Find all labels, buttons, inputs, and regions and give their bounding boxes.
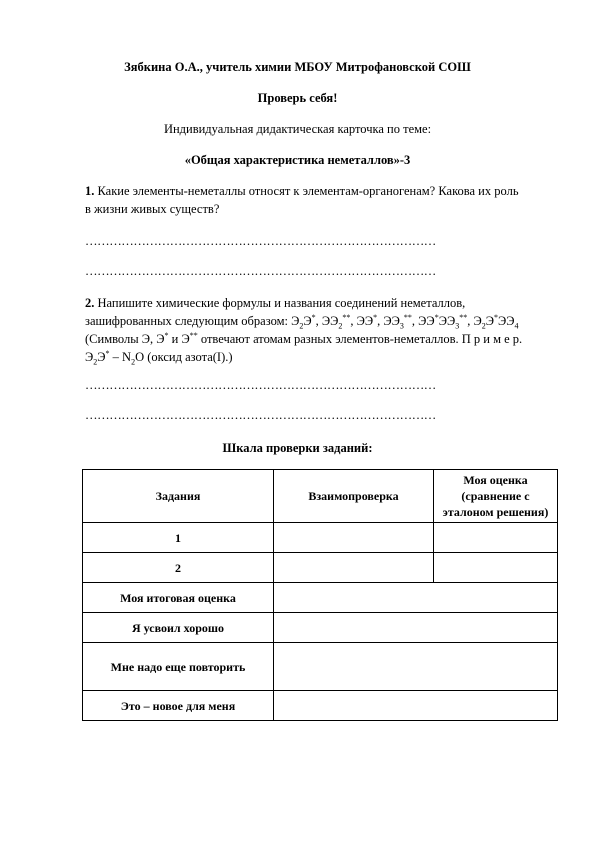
check-title: Проверь себя! xyxy=(257,91,338,105)
author-line: Зябкина О.А., учитель химии МБОУ Митрофановской СОШ xyxy=(124,60,471,74)
task-1-answer-line-2[interactable]: …………………………………………………………………………… xyxy=(85,264,436,278)
header-peer-review: Взаимопроверка xyxy=(274,470,434,523)
summary-row xyxy=(83,583,558,613)
summary-value-cell[interactable] xyxy=(274,613,558,643)
score-table xyxy=(82,469,558,721)
table-row xyxy=(83,523,558,553)
summary-label: Это – новое для меня xyxy=(83,691,274,721)
summary-row xyxy=(83,691,558,721)
summary-label: Я усвоил хорошо xyxy=(83,613,274,643)
self-assessment-cell[interactable] xyxy=(434,523,558,553)
task-2-text: Напишите химические формулы и названия соединений неметаллов, зашифрованных следующим образом: Э xyxy=(85,296,466,328)
summary-value-cell[interactable] xyxy=(274,643,558,691)
scale-title: Шкала проверки заданий: xyxy=(222,441,373,455)
peer-review-cell[interactable] xyxy=(274,523,434,553)
summary-row xyxy=(83,643,558,691)
self-assessment-cell[interactable] xyxy=(434,553,558,583)
task-cell: 2 xyxy=(83,553,274,583)
task-2-answer-line-2[interactable]: …………………………………………………………………………… xyxy=(85,408,436,422)
peer-review-cell[interactable] xyxy=(274,553,434,583)
summary-value-cell[interactable] xyxy=(274,691,558,721)
header-self-assessment: Моя оценка (сравнение с эталоном решения) xyxy=(434,470,558,523)
header-tasks: Задания xyxy=(83,470,274,523)
card-title: Индивидуальная дидактическая карточка по теме: xyxy=(163,122,432,136)
task-1-answer-line-1[interactable]: …………………………………………………………………………… xyxy=(85,234,436,248)
table-row xyxy=(83,553,558,583)
task-1 xyxy=(85,182,525,218)
task-cell: 1 xyxy=(83,523,274,553)
summary-label: Моя итоговая оценка xyxy=(83,583,274,613)
summary-label: Мне надо еще повторить xyxy=(83,643,274,691)
table-header-row xyxy=(83,470,558,523)
task-2-answer-line-1[interactable]: …………………………………………………………………………… xyxy=(85,378,436,392)
summary-value-cell[interactable] xyxy=(274,583,558,613)
task-2-number: 2. xyxy=(85,296,95,310)
task-1-number: 1. xyxy=(85,184,95,198)
summary-row xyxy=(83,613,558,643)
task-2: 2. Напишите химические формулы и названия соединений неметаллов, зашифрованных следующим образом: $Э_2Э^*$, $ЭЭ_2^{**}$, ЭЭ*, $ЭЭ_3^{**}$, $ЭЭ^*ЭЭ_3^{**}$, $Э_2Э^*ЭЭ_4$ (Символы Э, Э* и Э** отвечают атомам разных элементов-неметаллов. П р и м е р. $Э_2Э^* - N_2O$ (оксид азота(I).) xyxy=(85,296,523,367)
topic-title: «Общая характеристика неметаллов»-3 xyxy=(184,153,411,167)
task-1-text: Какие элементы-неметаллы относят к элементам-органогенам? Какова их роль в жизни живых существ? xyxy=(85,184,519,216)
